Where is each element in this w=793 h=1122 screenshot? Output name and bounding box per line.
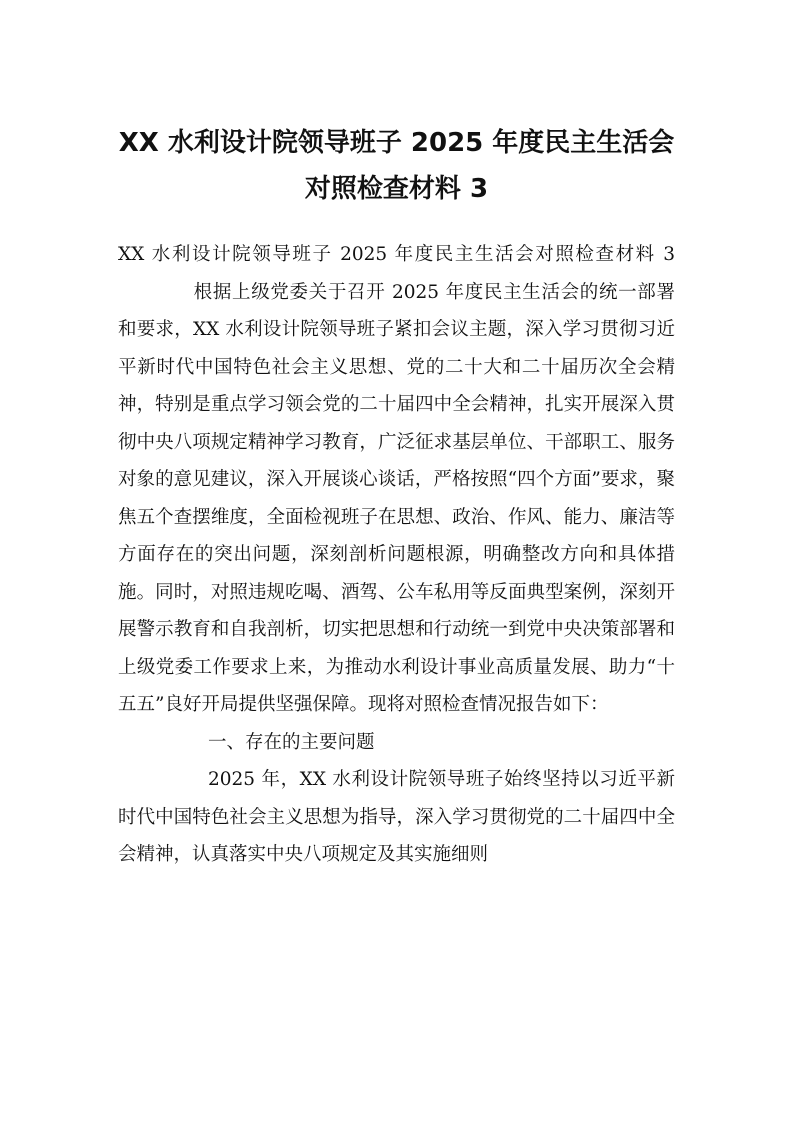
document-title: XX 水利设计院领导班子 2025 年度民主生活会对照检查材料 3 <box>118 128 675 204</box>
title-spacing <box>118 212 675 236</box>
section-paragraph: 2025 年，XX 水利设计院领导班子始终坚持以习近平新时代中国特色社会主义思想为指导，深入学习贯彻党的二十届四中全会精神，认真落实中央八项规定及其实施细则 <box>118 769 675 865</box>
section-heading: 一、存在的主要问题 <box>208 731 375 753</box>
intro-paragraph <box>118 236 675 724</box>
intro-body-text: 根据上级党委关于召开 2025 年度民主生活会的统一部署和要求，XX 水利设计院领导班子紧扣会议主题，深入学习贯彻习近平新时代中国特色社会主义思想、党的二十大和二十届历次全会精神，特别是重点学习领会党的二十届四中全会精神，扎实开展深入贯彻中央八项规定精神学习教育，广泛征求基层单位、干部职工、服务对象的意见建议，深入开展谈心谈话，严格按照“四个方面”要求，聚焦五个查摆维度，全面检视班子在思想、政治、作风、能力、廉洁等方面存在的突出问题，深刻剖析问题根源，明确整改方向和具体措施。同时，对照违规吃喝、酒驾、公车私用等反面典型案例，深刻开展警示教育和自我剖析，切实把思想和行动统一到党中央决策部署和上级党委工作要求上来，为推动水利设计事业高质量发展、助力“十五五”良好开局提供坚强保障。现将对照检查情况报告如下： <box>118 281 675 715</box>
intro-lead-text: XX 水利设计院领导班子 2025 年度民主生活会对照检查材料 3 <box>118 244 675 265</box>
